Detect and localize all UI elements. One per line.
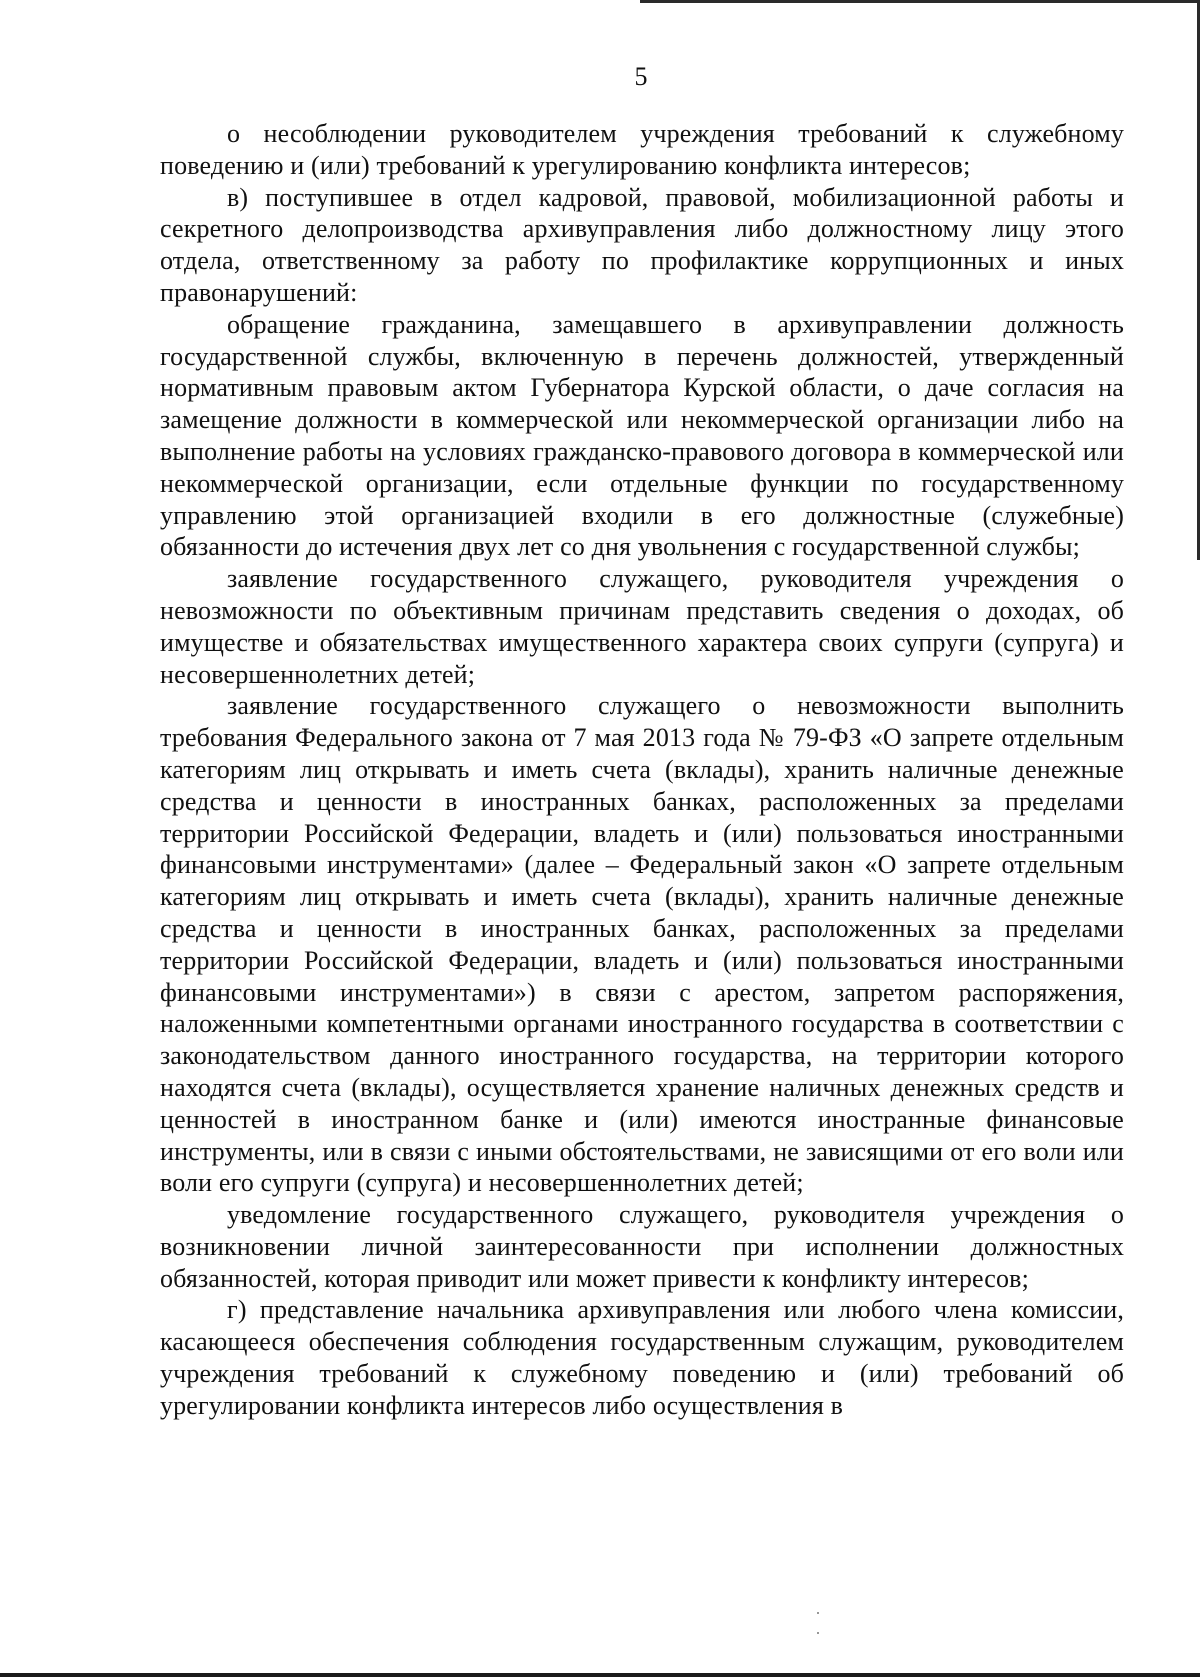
scan-edge-bottom (0, 1673, 1200, 1677)
paragraph: о несоблюдении руководителем учреждения требований к служебному поведению и (или) требований к урегулированию конфликта интересов; (160, 119, 1124, 180)
paragraph: г) представление начальника архивуправления или любого члена комиссии, касающееся обеспечения соблюдения государственным служащим, руководителем учреждения требований к служебному поведению и (или) требований об урегулировании конфликта интересов либо осуществления в (160, 1295, 1124, 1420)
paragraph: обращение гражданина, замещавшего в архивуправлении должность государственной службы, включенную в перечень должностей, утвержденный нормативным правовым актом Губернатора Курской области, о даче согласия на замещение должности в коммерческой или некоммерческой организации либо на выполнение работы на условиях гражданско-правового договора в коммерческой или некоммерческой организации, если отдельные функции по государственному управлению этой организацией входили в его должностные (служебные) обязанности до истечения двух лет со дня увольнения с государственной службы; (160, 309, 1124, 562)
scan-edge-top (640, 0, 1200, 3)
scan-speck (817, 1612, 819, 1614)
paragraph: в) поступившее в отдел кадровой, правовой, мобилизационной работы и секретного делопроизводства архивуправления либо должностному лицу этого отдела, ответственному за работу по профилактике коррупционных и иных правонарушений: (160, 182, 1124, 307)
paragraph: заявление государственного служащего о невозможности выполнить требования Федерального закона от 7 мая 2013 года № 79-ФЗ «О запрете отдельным категориям лиц открывать и иметь счета (вклады), хранить наличные денежные средства и ценности в иностранных банках, расположенных за пределами территории Российской Федерации, владеть и (или) пользоваться иностранными финансовыми инструментами» (далее – Федеральный закон «О запрете отдельным категориям лиц открывать и иметь счета (вклады), хранить наличные денежные средства и ценности в иностранных банках, расположенных за пределами территории Российской Федерации, владеть и (или) пользоваться иностранными финансовыми инструментами») в связи с арестом, запретом распоряжения, наложенными компетентными органами иностранного государства в соответствии с законодательством данного иностранного государства, на территории которого находятся счета (вклады), осуществляется хранение наличных денежных средств и ценностей в иностранном банке и (или) имеются иностранные финансовые инструменты, или в связи с иными обстоятельствами, не зависящими от его воли или воли его супруги (супруга) и несовершеннолетних детей; (160, 691, 1124, 1198)
paragraph: заявление государственного служащего, руководителя учреждения о невозможности по объективным причинам представить сведения о доходах, об имуществе и обязательствах имущественного характера своих супруги (супруга) и несовершеннолетних детей; (160, 564, 1124, 689)
paragraph: уведомление государственного служащего, руководителя учреждения о возникновении личной заинтересованности при исполнении должностных обязанностей, которая приводит или может привести к конфликту интересов; (160, 1200, 1124, 1293)
scan-speck (817, 1632, 819, 1634)
page-number: 5 (634, 62, 648, 91)
document-body (160, 118, 1124, 1422)
